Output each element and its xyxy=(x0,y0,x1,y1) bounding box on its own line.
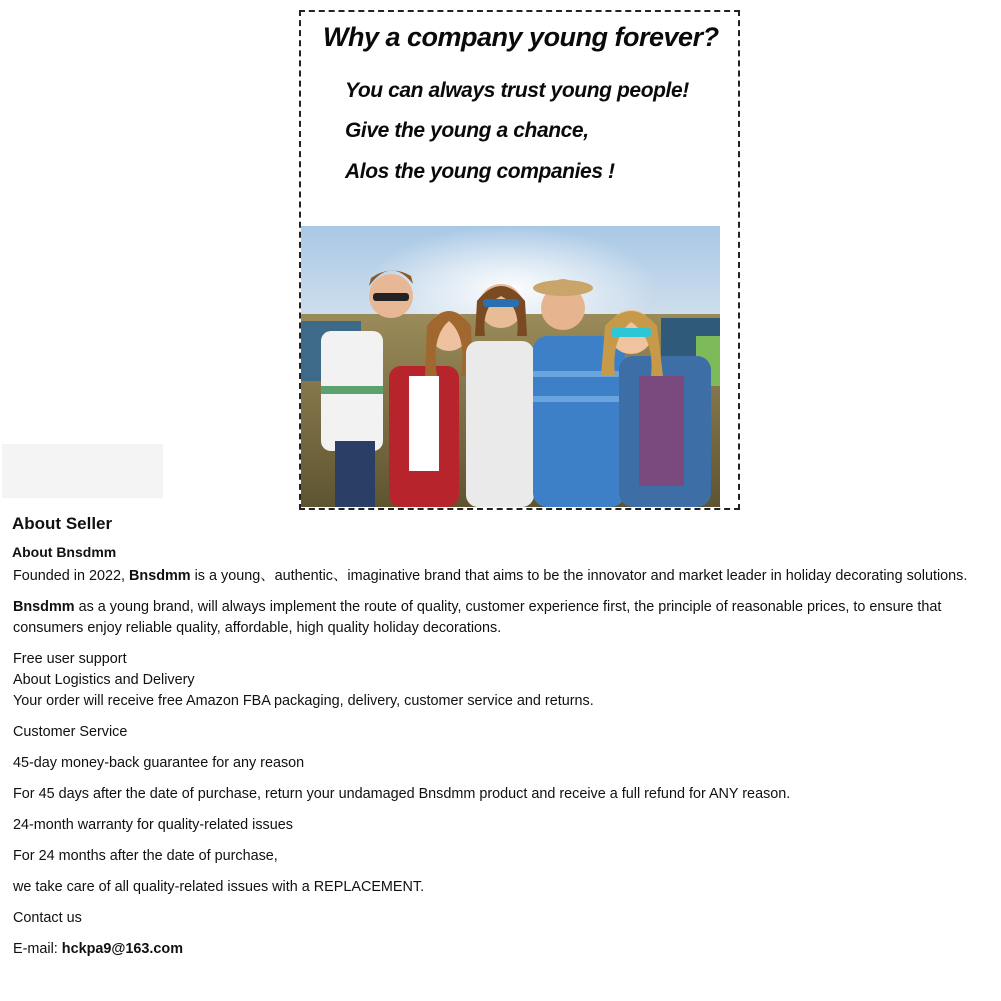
warranty-text-2: we take care of all quality-related issues with a REPLACEMENT. xyxy=(13,879,425,895)
group-photo-illustration xyxy=(301,226,720,507)
free-support: Free user support xyxy=(13,651,127,667)
logistics-title: About Logistics and Delivery xyxy=(13,672,195,688)
about-seller-section xyxy=(12,512,997,960)
banner-line-2: Give the young a chance, xyxy=(345,119,589,142)
email-link[interactable]: hckpa9@163.com xyxy=(61,941,184,957)
email-line: E-mail: hckpa9@163.com xyxy=(13,941,184,957)
brand-name: Bnsdmm xyxy=(13,599,75,615)
guarantee-text: For 45 days after the date of purchase, return your undamaged Bnsdmm product and receive a full refund for ANY reason. xyxy=(13,786,791,802)
contact-title: Contact us xyxy=(13,910,82,926)
section-title: About Seller xyxy=(12,514,113,533)
promo-banner xyxy=(299,10,740,510)
customer-service-title: Customer Service xyxy=(13,724,128,740)
banner-line-3: Alos the young companies ! xyxy=(345,160,615,183)
paragraph-brand: Bnsdmm as a young brand, will always implement the route of quality, customer experience first, the principle of reasonable prices, to ensure that consumers enjoy reliable quality, affordable, high quality holiday decorations. xyxy=(13,599,942,636)
warranty-text-1: For 24 months after the date of purchase, xyxy=(13,848,278,864)
brand-name: Bnsdmm xyxy=(129,568,191,584)
banner-line-1: You can always trust young people! xyxy=(345,79,689,102)
logistics-text: Your order will receive free Amazon FBA packaging, delivery, customer service and returns. xyxy=(13,693,594,709)
paragraph-founded: Founded in 2022, Bnsdmm is a young、authentic、imaginative brand that aims to be the innovator and market leader in holiday decorating solutions. xyxy=(13,568,968,584)
warranty-title: 24-month warranty for quality-related issues xyxy=(13,817,293,833)
guarantee-title: 45-day money-back guarantee for any reason xyxy=(13,755,305,771)
banner-headline: Why a company young forever? xyxy=(323,22,719,52)
group-photo xyxy=(301,226,720,507)
image-placeholder xyxy=(2,444,163,498)
brand-title: About Bnsdmm xyxy=(12,544,117,560)
